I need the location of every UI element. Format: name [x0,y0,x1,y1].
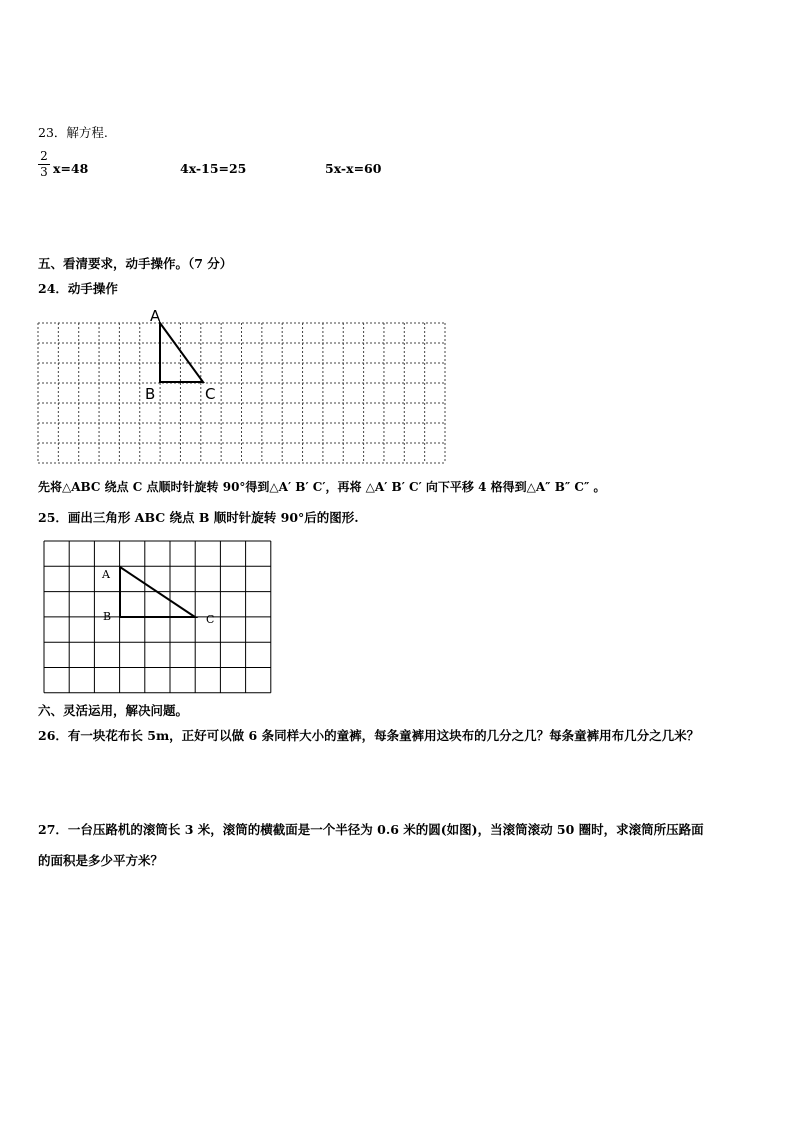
q24-label-a: A [150,307,161,325]
q26-text: 26．有一块花布长 5m，正好可以做 6 条同样大小的童裤，每条童裤用这块布的几分之几？每条童裤用布几分之几米？ [38,728,700,743]
section-5-title: 五、看清要求，动手操作。（7 分） [38,256,233,271]
q24-triangle [160,323,203,382]
q27-line-2: 的面积是多少平方米？ [38,853,164,868]
q27-line-1: 27．一台压路机的滚筒长 3 米，滚筒的横截面是一个半径为 0.6 米的圆(如图)，当滚筒滚动 50 圈时，求滚筒所压路面 [38,822,704,837]
equation-2: 4x-15=25 [180,161,247,176]
equation-3: 5x-x=60 [325,161,382,176]
q25-title: 25．画出三角形 ABC 绕点 B 顺时针旋转 90°后的图形. [38,510,359,525]
q24-title: 24．动手操作 [38,281,118,296]
q25-label-c: C [206,613,215,626]
fraction-two-thirds [38,150,50,179]
q25-label-b: B [103,610,112,623]
q24-instruction: 先将△ABC 绕点 C 点顺时针旋转 90°得到△A′ B′ C′，再将 △A′ B′ C′ 向下平移 4 格得到△A″ B″ C″ 。 [38,480,606,494]
fraction-numerator: 2 [40,149,48,163]
q24-grid [30,305,450,465]
q25-label-a: A [102,568,110,581]
equation-1: x=48 [53,161,89,176]
section-6-title: 六、灵活运用，解决问题。 [38,703,189,718]
fraction-denominator: 3 [40,165,48,179]
q23-title: 23．解方程. [38,125,108,140]
q25-grid [40,538,280,698]
q24-label-b: B [145,385,156,403]
q24-label-c: C [205,385,216,403]
